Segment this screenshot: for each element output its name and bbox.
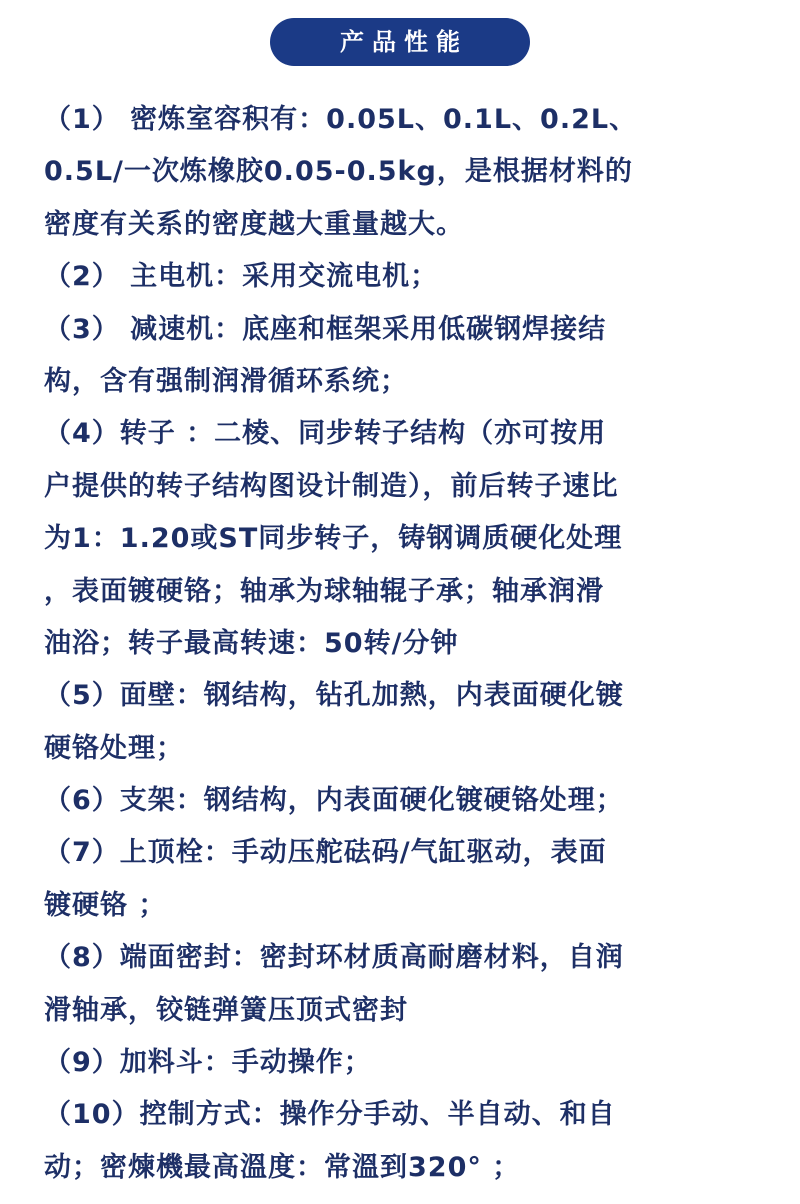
- spec-line: 密度有关系的密度越大重量越大。: [44, 208, 464, 240]
- spec-line: 0.5L/一次炼橡胶0.05-0.5kg，是根据材料的: [44, 156, 633, 188]
- spec-line: （10）控制方式：操作分手动、半自动、和自: [44, 1099, 616, 1131]
- spec-line: （2） 主电机：采用交流电机；: [44, 261, 439, 293]
- spec-line: （3） 减速机：底座和框架采用低碳钢焊接结: [44, 313, 607, 345]
- spec-line: （5）面壁：钢结构，钻孔加熱，内表面硬化镀: [44, 680, 624, 712]
- section-title: 产品性能: [270, 18, 530, 66]
- header: [0, 18, 800, 66]
- spec-line: （6）支架：钢结构，内表面硬化镀硬铬处理；: [44, 785, 624, 817]
- spec-line: 镀硬铬 ；: [44, 889, 167, 921]
- spec-list: [44, 94, 764, 1194]
- spec-line: （9）加料斗：手动操作；: [44, 1047, 372, 1079]
- spec-line: 户提供的转子结构图设计制造），前后转子速比: [44, 470, 619, 502]
- spec-line: （4）转子 ：二棱、同步转子结构（亦可按用: [44, 418, 607, 450]
- spec-line: 为1：1.20或ST同步转子，铸钢调质硬化处理: [44, 523, 623, 555]
- spec-line: （7）上顶栓：手动压舵砝码/气缸驱动，表面: [44, 837, 607, 869]
- spec-line: （1） 密炼室容积有：0.05L、0.1L、0.2L、: [44, 104, 638, 135]
- spec-line: ，表面镀硬铬；轴承为球轴辊子承；轴承润滑: [44, 575, 604, 607]
- spec-line: 构，含有强制润滑循环系统；: [44, 365, 408, 397]
- spec-line: （8）端面密封：密封环材质高耐磨材料，自润: [44, 942, 624, 974]
- spec-line: 油浴；转子最高转速：50转/分钟: [44, 627, 459, 659]
- spec-line: 动；密煉機最高溫度：常溫到320° ；: [44, 1151, 521, 1183]
- spec-line: 滑轴承，铰链弹簧压顶式密封: [44, 994, 408, 1026]
- spec-line: 硬铬处理；: [44, 732, 184, 764]
